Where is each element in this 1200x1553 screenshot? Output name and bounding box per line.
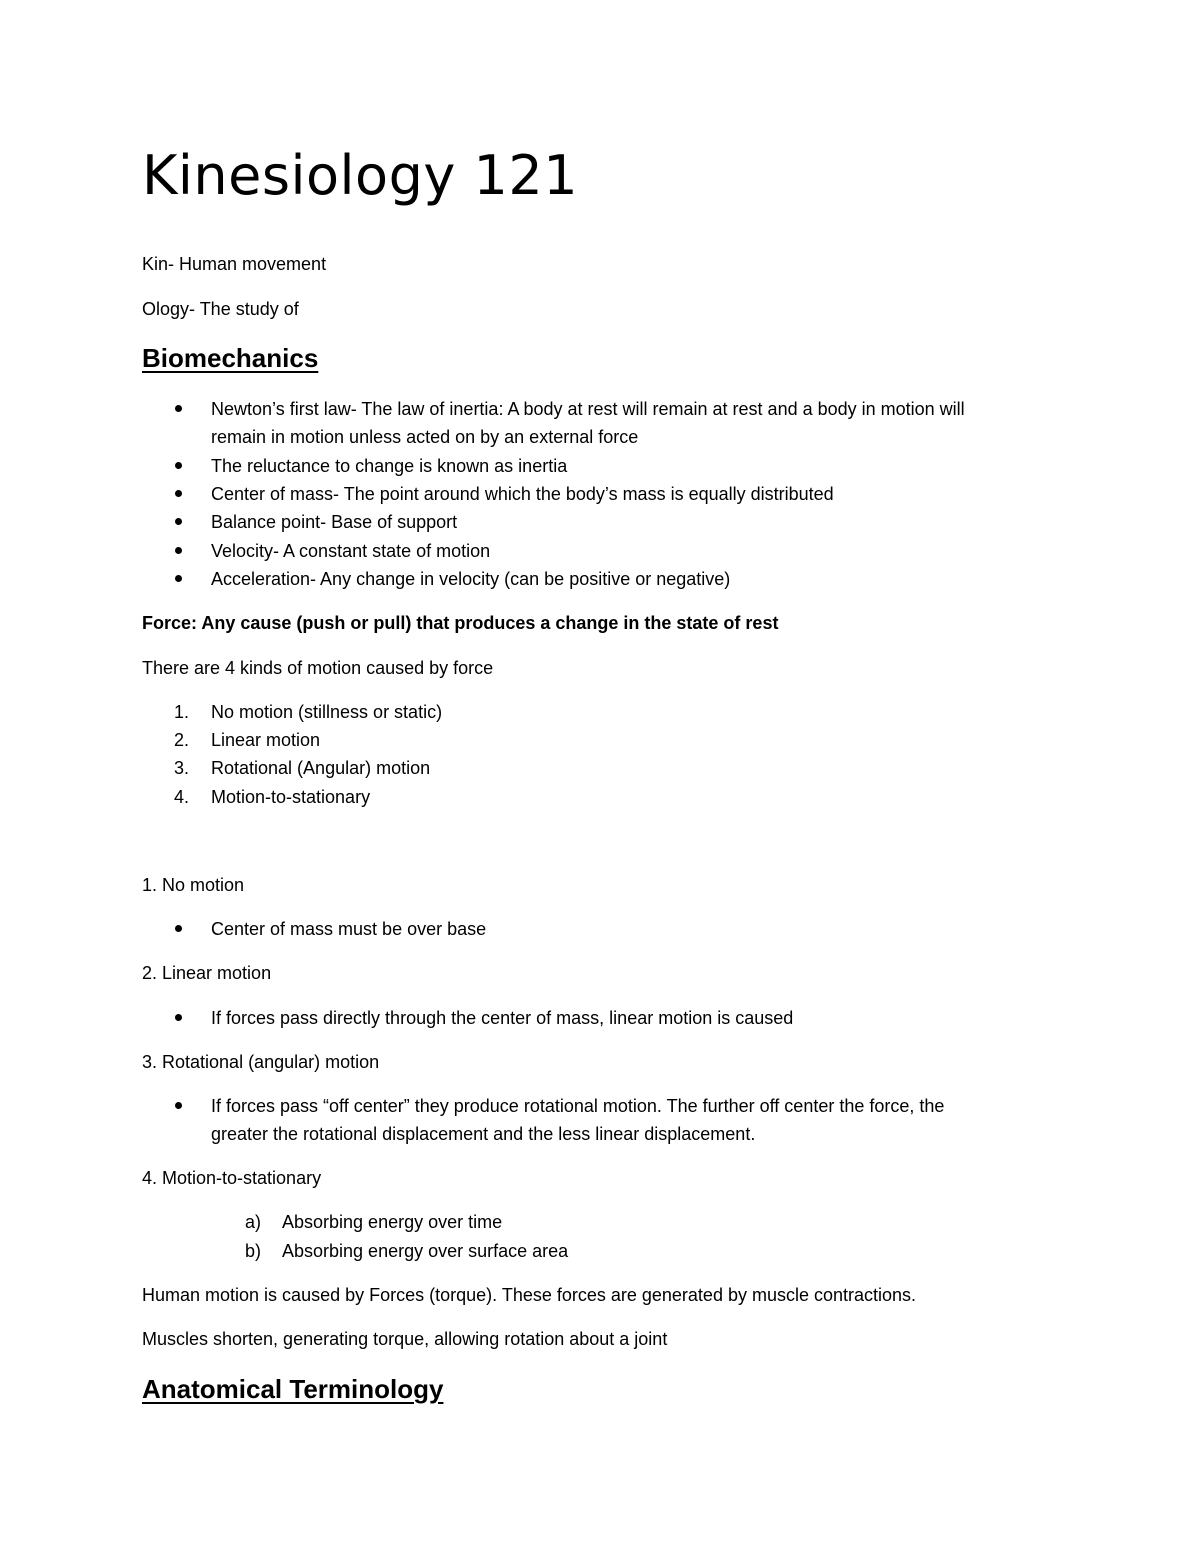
list-item: Balance point- Base of support (211, 512, 458, 532)
page-title: Kinesiology 121 (142, 144, 579, 207)
detail-label-linear: 2. Linear motion (142, 963, 272, 983)
list-item: Center of mass- The point around which the body’s mass is equally distributed (211, 484, 834, 504)
list-number: 4. (174, 787, 190, 807)
list-item: Rotational (Angular) motion (211, 758, 431, 778)
paragraph: Human motion is caused by Forces (torque). These forces are generated by muscle contractions. (142, 1285, 917, 1305)
list-letter: a) (245, 1212, 262, 1232)
list-number: 3. (174, 758, 190, 778)
list-item: If forces pass “off center” they produce rotational motion. The further off center the force, the (211, 1096, 945, 1116)
list-item: The reluctance to change is known as inertia (211, 456, 568, 476)
section-heading-biomechanics: Biomechanics (142, 343, 319, 373)
definition-kin: Kin- Human movement (142, 254, 327, 274)
bullet-dot (175, 1102, 182, 1109)
bullet-dot (175, 547, 182, 554)
bullet-dot (175, 405, 182, 412)
list-number: 2. (174, 730, 190, 750)
bullet-dot (175, 490, 182, 497)
list-letter: b) (245, 1241, 262, 1261)
force-definition: Force: Any cause (push or pull) that produces a change in the state of rest (142, 613, 779, 633)
section-heading-anatomical-terminology: Anatomical Terminology (142, 1374, 444, 1404)
list-item: If forces pass directly through the center of mass, linear motion is caused (211, 1008, 794, 1028)
list-item: Newton’s first law- The law of inertia: A body at rest will remain at rest and a body in motion will (211, 399, 965, 419)
list-item: Absorbing energy over surface area (282, 1241, 569, 1261)
bullet-dot (175, 518, 182, 525)
bullet-dot (175, 925, 182, 932)
paragraph: Muscles shorten, generating torque, allowing rotation about a joint (142, 1329, 668, 1349)
bullet-dot (175, 1014, 182, 1021)
detail-label-stationary: 4. Motion-to-stationary (142, 1168, 322, 1188)
list-number: 1. (174, 702, 190, 722)
list-item-continuation: greater the rotational displacement and the less linear displacement. (211, 1124, 756, 1144)
detail-label-no-motion: 1. No motion (142, 875, 245, 895)
definition-ology: Ology- The study of (142, 299, 299, 319)
list-item: Linear motion (211, 730, 321, 750)
detail-label-rotational: 3. Rotational (angular) motion (142, 1052, 380, 1072)
list-item-continuation: remain in motion unless acted on by an external force (211, 427, 639, 447)
list-item: Acceleration- Any change in velocity (can be positive or negative) (211, 569, 731, 589)
bullet-dot (175, 575, 182, 582)
list-item: Center of mass must be over base (211, 919, 487, 939)
list-item: Motion-to-stationary (211, 787, 371, 807)
list-item: No motion (stillness or static) (211, 702, 443, 722)
list-item: Absorbing energy over time (282, 1212, 503, 1232)
kinds-intro: There are 4 kinds of motion caused by force (142, 658, 494, 678)
bullet-dot (175, 462, 182, 469)
list-item: Velocity- A constant state of motion (211, 541, 491, 561)
